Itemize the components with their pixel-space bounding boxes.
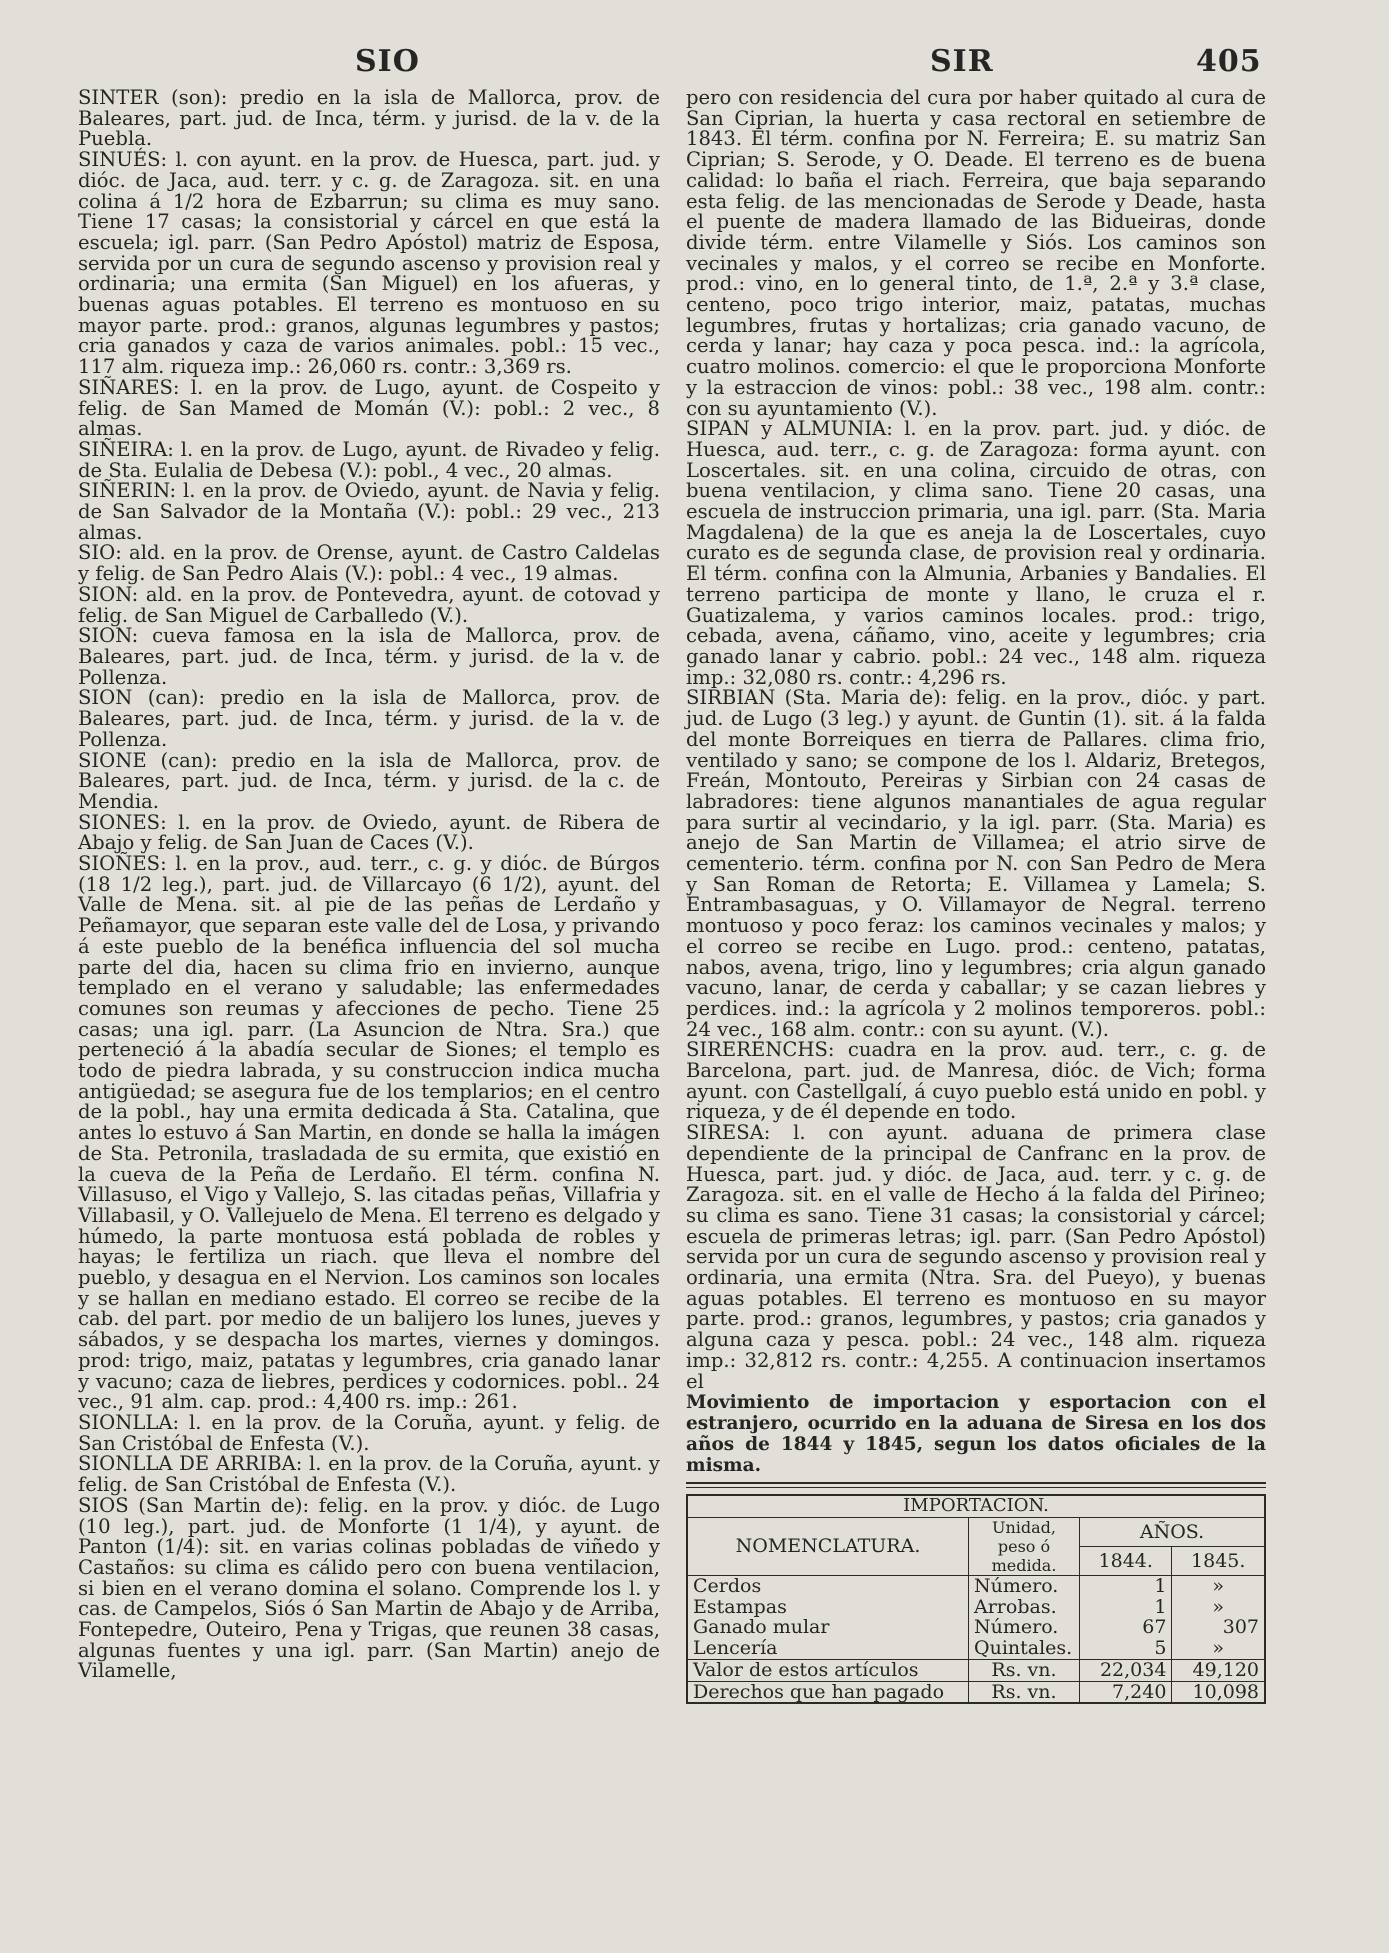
entry-sinares: SIÑARES: l. en la prov. de Lugo, ayunt. de Cospeito y felig. de San Mamed de Momán (V.): pobl.: 2 vec., 8 almas. [78, 375, 660, 441]
table-top-rule [686, 1482, 1266, 1488]
entry-sios-continued: pero con residencia del cura por haber quitado al cura de San Ciprian, la huerta y casa rectoral en setiembre de 1843. El térm. confina por N. Ferreira; E. su matriz San Ciprian; S. Serode, y O. Deade. El terreno es de buena calidad: lo baña el riach. Ferreira, que baja separando esta felig. de las mencionadas de Serode y Deade, hasta el puente de madera llamado de las Bidueiras, donde divide térm. entre Vilamelle y Siós. Los caminos son vecinales y malos, y el correo se recibe en Monforte. prod.: vino, en lo general tinto, de 1.ª, 2.ª y 3.ª clase, centeno, poco trigo interior, maiz, patatas, muchas legumbres, frutas y hortalizas; cria ganado vacuno, de cerda y lanar; hay caza y poca pesca. ind.: la agrícola, cuatro molinos. comercio: el que le proporciona Monforte y la estraccion de vinos: pobl.: 38 vec., 198 alm. contr.: con su ayuntamiento (V.). [686, 86, 1266, 420]
duties-1844: 7,240 [1080, 1681, 1172, 1703]
entry-sios: SIOS (San Martin de): felig. en la prov. y dióc. de Lugo (10 leg.), part. jud. de Monforte (1 1/4), y ayunt. de Panton (1/4): sit. en varias colinas pobladas de viñedo y Castaños: su clima es cálido pero con buena ventilacion, si bien en el verano domina el solano. Comprende los l. y cas. de Campelos, Siós ó San Martin de Abajo y de Arriba, Fontepedre, Outeiro, Pena y Trigas, que reunen 38 casas, algunas fuentes y una igl. parr. (San Martin) anejo de Vilamelle, [78, 1493, 660, 1683]
left-column [78, 88, 660, 1682]
row-unit: Número. [969, 1617, 1080, 1638]
entry-sio: SIO: ald. en la prov. de Orense, ayunt. de Castro Caldelas y felig. de San Pedro Alais (V.): pobl.: 4 vec., 19 almas. [78, 541, 660, 586]
year-1845: 1845. [1172, 1547, 1265, 1576]
entry-sirerenchs: SIRERENCHS: cuadra en la prov. aud. terr., c. g. de Barcelona, part. jud. de Manresa, dióc. de Vich; forma ayunt. con Castellgalí, á cuyo pueblo está unido en pobl. y riqueza, y de él depende en todo. [686, 1038, 1266, 1124]
duties-label: Derechos que han pagado [693, 1680, 945, 1703]
total-value-1845: 49,120 [1172, 1659, 1265, 1681]
entry-sion-cueva: SION: cueva famosa en la isla de Mallorca, prov. de Baleares, part. jud. de Inca, térm. y jurisd. de la v. de Pollenza. [78, 624, 660, 689]
row-1845: » [1172, 1638, 1265, 1659]
row-item: Estampas [693, 1595, 787, 1618]
row-1845: » [1172, 1576, 1265, 1597]
entry-sion-pontevedra: SION: ald. en la prov. de Pontevedra, ayunt. de cotovad y felig. de San Miguel de Carballedo (V.). [78, 582, 660, 627]
entry-sineira: SIÑEIRA: l. en la prov. de Lugo, ayunt. de Rivadeo y felig. de Sta. Eulalia de Debesa (V.): pobl., 4 vec., 20 almas. [78, 437, 660, 482]
row-1844: 67 [1080, 1617, 1172, 1638]
col-nomenclatura: NOMENCLATURA. [687, 1518, 969, 1576]
page-number: 405 [1196, 44, 1262, 79]
total-value-unit: Rs. vn. [969, 1659, 1080, 1681]
duties-1845: 10,098 [1172, 1681, 1265, 1703]
entry-sinues: SINUÉS: l. con ayunt. en la prov. de Huesca, part. jud. y dióc. de Jaca, aud. terr. y c. g. de Zaragoza. sit. en una colina á 1/2 hora de Ezbarrun; su clima es muy sano. Tiene 17 casas; la consistorial y cárcel en que está la escuela; igl. parr. (San Pedro Apóstol) matriz de Esposa, servida por un cura de segundo ascenso y provision real y ordinaria; una ermita (San Miguel) en los afueras, y buenas aguas potables. El terreno es montuoso en su mayor parte. prod.: granos, algunas legumbres y pastos; cria ganados y caza de varios animales. pobl.: 15 vec., 117 alm. riqueza imp.: 26,060 rs. contr.: 3,369 rs. [78, 148, 660, 379]
row-1845: 307 [1172, 1617, 1265, 1638]
entry-sirbian: SIRBIAN (Sta. Maria de): felig. en la prov., dióc. y part. jud. de Lugo (3 leg.) y ayunt. de Guntin (1). sit. á la falda del monte Borreiques en tierra de Pallares. clima frio, ventilado y sano; se compone de los l. Aldariz, Bretegos, Freán, Montouto, Pereiras y Sirbian con 24 casas de labradores: tiene algunos manantiales de agua regular para surtir al vecindario, y la igl. parr. (Sta. Maria) es anejo de San Martin de Villamea; el atrio sirve de cementerio. térm. confina por N. con San Pedro de Mera y San Roman de Retorta; E. Villamea y Lamela; S. Entrambasaguas, y O. Villamayor de Negral. terreno montuoso y poco feraz: los caminos vecinales y malos; y el correo se recibe en Lugo. prod.: centeno, patatas, nabos, avena, trigo, lino y legumbres; cria algun ganado vacuno, lanar, de cerda y caballar; y se cazan liebres y perdices. ind.: la agrícola y 2 molinos temporeros. pobl.: 24 vec., 168 alm. contr.: con su ayunt. (V.). [686, 686, 1266, 1041]
entry-sionlla-de-arriba: SIONLLA DE ARRIBA: l. en la prov. de la Coruña, ayunt. y felig. de San Cristóbal de Enfesta (V.). [78, 1452, 660, 1497]
running-head-center: SIR [930, 44, 994, 79]
entry-sion-can: SION (can): predio en la isla de Mallorca, prov. de Baleares, part. jud. de Inca, térm. y jurisd. de la v. de Pollenza. [78, 686, 660, 751]
col-anos: AÑOS. [1080, 1518, 1266, 1547]
entry-siones-burgos: SIOÑES: l. en la prov., aud. terr., c. g. y dióc. de Búrgos (18 1/2 leg.), part. jud. de Villarcayo (6 1/2), ayunt. del Valle de Mena. sit. al pie de las peñas de Lerdaño y Peñamayor, que separan este valle del de Losa, y privando á este pueblo de la benéfica influencia del sol mucha parte del dia, hacen su clima frio en invierno, aunque templado en el verano y saludable; las enfermedades comunes son reumas y afecciones de pecho. Tiene 25 casas; una igl. parr. (La Asuncion de Ntra. Sra.) que perteneció á la abadía secular de Siones; el templo es todo de piedra labrada, y su construccion indica mucha antigüedad; se asegura fue de los templarios; en el centro de la pobl., hay una ermita dedicada á Sta. Catalina, que antes lo estuvo á San Martin, en donde se halla la imágen de Sta. Petronila, trasladada de su ermita, que existió en la cueva de la Peña de Lerdaño. El térm. confina N. Villasuso, el Vigo y Vallejo, S. las citadas peñas, Villafria y Villabasil, y O. Vallejuelo de Mena. El terreno es delgado y húmedo, la parte montuosa está poblada de robles y hayas; le fertiliza un riach. que lleva el nombre del pueblo, y desagua en el Nervion. Los caminos son locales y se hallan en mediano estado. El correo se recibe de la cab. del part. por medio de un balijero los lunes, jueves y sábados, y se despacha los martes, viernes y domingos. prod: trigo, maiz, patatas y legumbres, cria ganado lanar y vacuno; caza de liebres, perdices y codornices. pobl.. 24 vec., 91 alm. cap. prod.: 4,400 rs. imp.: 261. [78, 852, 660, 1414]
right-column [686, 88, 1266, 1704]
table-row [687, 1617, 1265, 1638]
entry-sione-can: SIONE (can): predio en la isla de Mallorca, prov. de Baleares, part. jud. de Inca, térm. y jurisd. de la c. de Mendia. [78, 748, 660, 813]
entry-sinter: SINTER (son): predio en la isla de Mallorca, prov. de Baleares, part. jud. de Inca, térm. y jurisd. de la v. de la Puebla. [78, 86, 660, 151]
total-value-row [687, 1659, 1265, 1681]
row-item: Cerdos [693, 1575, 762, 1597]
row-unit: Número. [969, 1576, 1080, 1597]
table-section-title: IMPORTACION. [687, 1495, 1265, 1517]
table-row [687, 1597, 1265, 1618]
entry-siones: SIONES: l. en la prov. de Oviedo, ayunt. de Ribera de Abajo y felig. de San Juan de Caces (V.). [78, 810, 660, 855]
entry-siresa: SIRESA: l. con ayunt. aduana de primera clase dependiente de la principal de Canfranc en la prov. de Huesca, part. jud. y dióc. de Jaca, aud. terr. y c. g. de Zaragoza. sit. en el valle de Hecho á la falda del Pirineo; su clima es sano. Tiene 31 casas; la consistorial y cárcel; escuela de primeras letras; igl. parr. (San Pedro Apóstol) servida por un cura de segundo ascenso y provision real y ordinaria, una ermita (Ntra. Sra. del Pueyo), y buenas aguas potables. El terreno es montuoso en su mayor parte. prod.: granos, legumbres, y pastos; cria ganados y alguna caza y pesca. pobl.: 24 vec., 148 alm. riqueza imp.: 32,812 rs. contr.: 4,255. A continuacion insertamos el [686, 1121, 1266, 1393]
row-item: Lencería [687, 1638, 969, 1659]
total-value-label: Valor de estos artículos [687, 1659, 969, 1681]
row-1845: » [1172, 1597, 1265, 1618]
table-row [687, 1638, 1265, 1659]
duties-unit: Rs. vn. [969, 1681, 1080, 1703]
row-item: Ganado mular [693, 1616, 830, 1639]
entry-sinerin: SIÑERIN: l. en la prov. de Oviedo, ayunt. de Navia y felig. de San Salvador de la Montaña (V.): pobl.: 29 vec., 213 almas. [78, 479, 660, 544]
total-value-1844: 22,034 [1080, 1659, 1172, 1681]
row-unit: Quintales. [969, 1638, 1080, 1659]
row-1844: 1 [1080, 1597, 1172, 1618]
col-unidad: Unidad, peso ó medida. [969, 1518, 1080, 1576]
row-1844: 5 [1080, 1638, 1172, 1659]
import-table [686, 1494, 1266, 1704]
duties-row [687, 1681, 1265, 1703]
row-1844: 1 [1080, 1576, 1172, 1597]
year-1844: 1844. [1080, 1547, 1172, 1576]
row-unit: Arrobas. [969, 1597, 1080, 1618]
entry-sionlla: SIONLLA: l. en la prov. de la Coruña, ayunt. y felig. de San Cristóbal de Enfesta (V.). [78, 1411, 660, 1455]
table-caption: Movimiento de importacion y esportacion con el estranjero, ocurrido en la aduana de Siresa en los dos años de 1844 y 1845, segun los datos oficiales de la misma. [686, 1392, 1266, 1477]
running-head-left: SIO [355, 44, 420, 79]
entry-sipan-almunia: SIPAN y ALMUNIA: l. en la prov. part. jud. y dióc. de Huesca, aud. terr., c. g. de Zaragoza: forma ayunt. con Loscertales. sit. en una colina, circuido de otras, con buena ventilacion, y clima sano. Tiene 20 casas, una escuela de instruccion primaria, una igl. parr. (Sta. Maria Magdalena) de la que es aneja la de Loscertales, cuyo curato es de segunda clase, de provision real y ordinaria. El térm. confina con la Almunia, Arbanies y Bandalies. El terreno participa de monte y llano, le cruza el r. Guatizalema, y varios caminos locales. prod.: trigo, cebada, avena, cáñamo, vino, aceite y legumbres; cria ganado lanar y cabrio. pobl.: 24 vec., 148 alm. riqueza imp.: 32,080 rs. contr.: 4,296 rs. [686, 417, 1266, 689]
table-row [687, 1576, 1265, 1597]
